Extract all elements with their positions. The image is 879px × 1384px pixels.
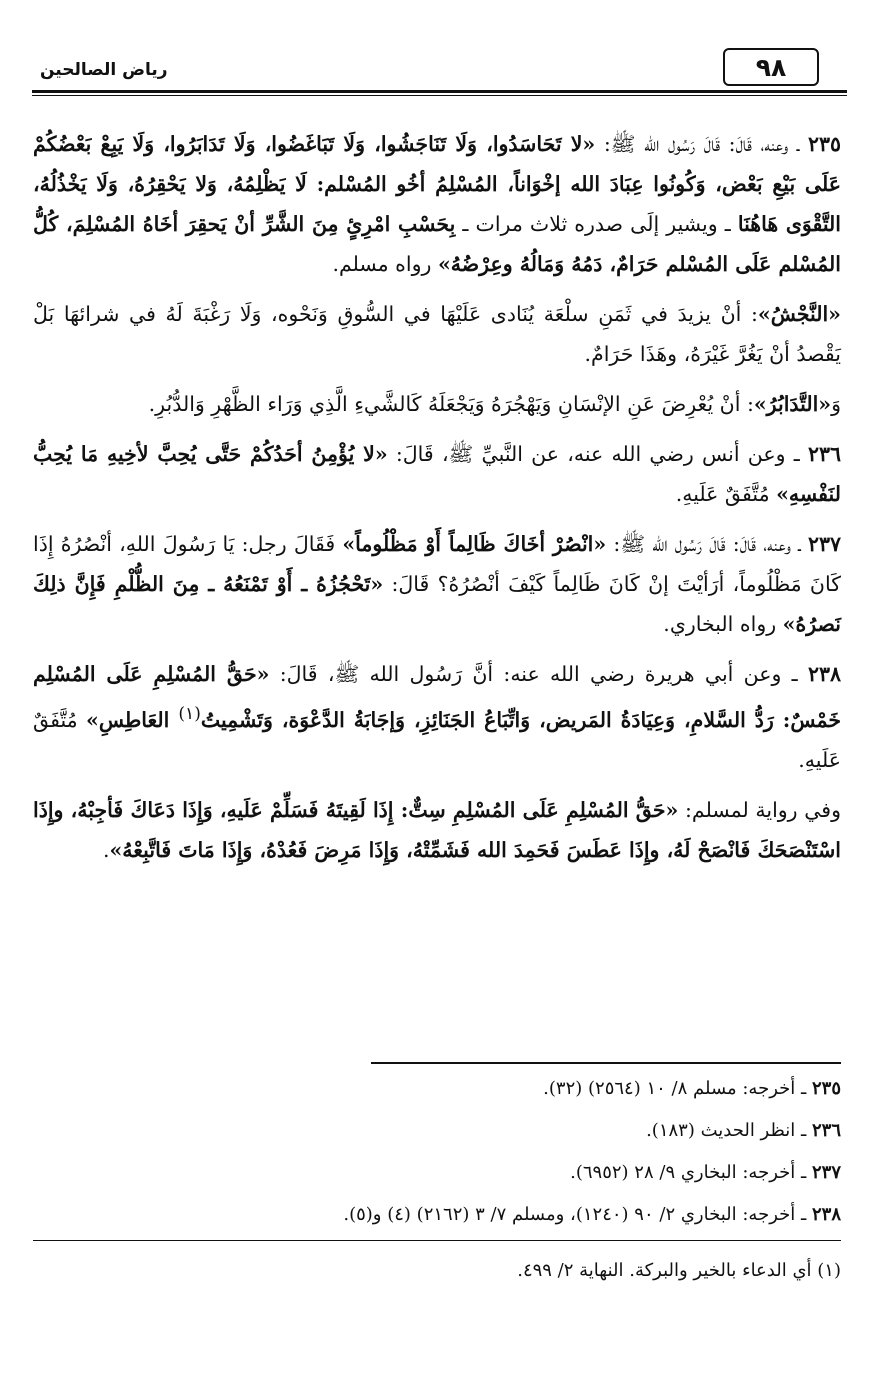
hadith-236: ٢٣٦ ـ وعن أنس رضي الله عنه، عن النَّبيِّ ﷺ، قَالَ: «لا يُؤْمِنُ أحَدُكُمْ حَتَّى يُحِبَّ لأخِيهِ مَا يُحِبُّ لنَفْسِهِ» مُتَّفَقٌ عَلَيهِ. [33, 442, 841, 506]
main-text [33, 124, 841, 880]
hadith-238: ٢٣٨ ـ وعن أبي هريرة رضي الله عنه: أنَّ رَسُول الله ﷺ، قَالَ: «حَقُّ المُسْلِمِ عَلَى المُسْلِم خَمْسٌ: رَدُّ السَّلامِ، وَعِيَادَةُ المَريض، وَاتِّبَاعُ الجَنَائِزِ، وَإجَابَةُ الدَّعْوَة، وَتَشْمِيتُ$^{(١)}$ العَاطِسِ» مُتَّفَقٌ عَلَيهِ. [33, 662, 842, 772]
footnotes-divider [371, 1062, 841, 1064]
definition-najsh: «النَّجْشُ»: أنْ يزيدَ في ثَمَنِ سلْعَة يُنَادى عَلَيْهَا في السُّوقِ وَنَحْوه، وَلَا رَغْبَةَ لَهُ في شرائهَا بَلْ يَقْصدُ أنْ يَغُرَّ غَيْرَهُ، وهَذَا حَرَامٌ. [33, 302, 841, 366]
explanatory-note: (١) أي الدعاء بالخير والبركة. النهاية ٢/ ٤٩٩. [517, 1260, 841, 1281]
hadith-number: ٢٣٧ [807, 532, 841, 556]
header-rule-thick [32, 90, 847, 93]
hadith-number: ٢٣٨ [807, 662, 841, 686]
page-number: ٩٨ [723, 48, 819, 86]
source-footnotes [33, 1068, 841, 1236]
hadith-number: ٢٣٦ [807, 442, 841, 466]
page-header [32, 34, 847, 94]
footnote-item: ٢٣٧ ـ أخرجه: البخاري ٩/ ٢٨ (٦٩٥٢). [570, 1162, 841, 1183]
note-divider [33, 1240, 841, 1241]
hadith-235: ٢٣٥ ـ وعنه، قَالَ: قَالَ رَسُول الله ﷺ: «لا تَحَاسَدُوا، وَلَا تَنَاجَشُوا، وَلَا تَبَاغَضُوا، وَلَا تَدَابَرُوا، وَلَا يَبِعْ بَعْضُكُمْ عَلَى بَيْعِ بَعْض، وَكُونُوا عِبَادَ الله إخْوَاناً، المُسْلِمُ أخُو المُسْلم: لَا يَظْلِمُهُ، وَلا يَحْقِرُهُ، وَلَا يَخْذُلُهُ، التَّقْوَى هَاهُنَا ـ ويشير إلَى صدره ثلاث مرات ـ بِحَسْبِ امْرِئٍ مِنَ الشَّرِّ أنْ يَحقِرَ أخَاهُ المُسْلِمَ، كُلُّ المُسْلم عَلَى المُسْلم حَرَامٌ، دَمُهُ وَمَالُهُ وعِرْضُهُ» رواه مسلم. [33, 132, 841, 276]
footnote-ref: (١) [178, 704, 201, 724]
footnote-item: ٢٣٦ ـ انظر الحديث (١٨٣). [646, 1120, 841, 1141]
hadith-238-variant: وفي رواية لمسلم: «حَقُّ المُسْلِمِ عَلَى المُسْلِمِ سِتٌّ: إِذَا لَقِيتَهُ فَسَلِّمْ عَلَيهِ، وَإِذَا دَعَاكَ فَأجِبْهُ، وإِذَا اسْتَنْصَحَكَ فَانْصَحْ لَهُ، وإِذَا عَطَسَ فَحَمِدَ الله فَشَمِّتْهُ، وَإِذَا مَرِضَ فَعُدْهُ، وَإِذَا مَاتَ فَاتَّبِعْهُ». [33, 797, 841, 862]
footnote-item: ٢٣٥ ـ أخرجه: مسلم ٨/ ١٠ (٢٥٦٤) (٣٢). [543, 1078, 841, 1099]
header-rule-thin [32, 95, 847, 96]
definition-tadabur: وَ«التَّدَابُرُ»: أنْ يُعْرِضَ عَنِ الإنْسَانِ وَيَهْجُرَهُ وَيَجْعَلَهُ كَالشَّيءِ الَّذِي وَرَاء الظَّهْرِ وَالدُّبُرِ. [148, 392, 841, 416]
footnote-item: ٢٣٨ ـ أخرجه: البخاري ٢/ ٩٠ (١٢٤٠)، ومسلم ٧/ ٣ (٢١٦٢) (٤) و(٥). [343, 1204, 841, 1225]
hadith-number: ٢٣٥ [807, 132, 841, 156]
book-title: رياض الصالحين [40, 60, 168, 80]
hadith-237: ٢٣٧ ـ وعنه، قَالَ: قَالَ رَسُول الله ﷺ: «انْصُرْ أخَاكَ ظَالِماً أَوْ مَظْلُوماً» فَقَالَ رجل: يَا رَسُولَ اللهِ، أنْصُرُهُ إِذَا كَانَ مَظْلُوماً، أرَأيْتَ إنْ كَانَ ظَالِماً كَيْفَ أنْصُرُهُ؟ قَالَ: «تَحْجُزُهُ ـ أَوْ تَمْنَعُهُ ـ مِنَ الظُّلْمِ فَإِنَّ ذلِكَ نَصرُهُ» رواه البخاري. [33, 532, 841, 636]
